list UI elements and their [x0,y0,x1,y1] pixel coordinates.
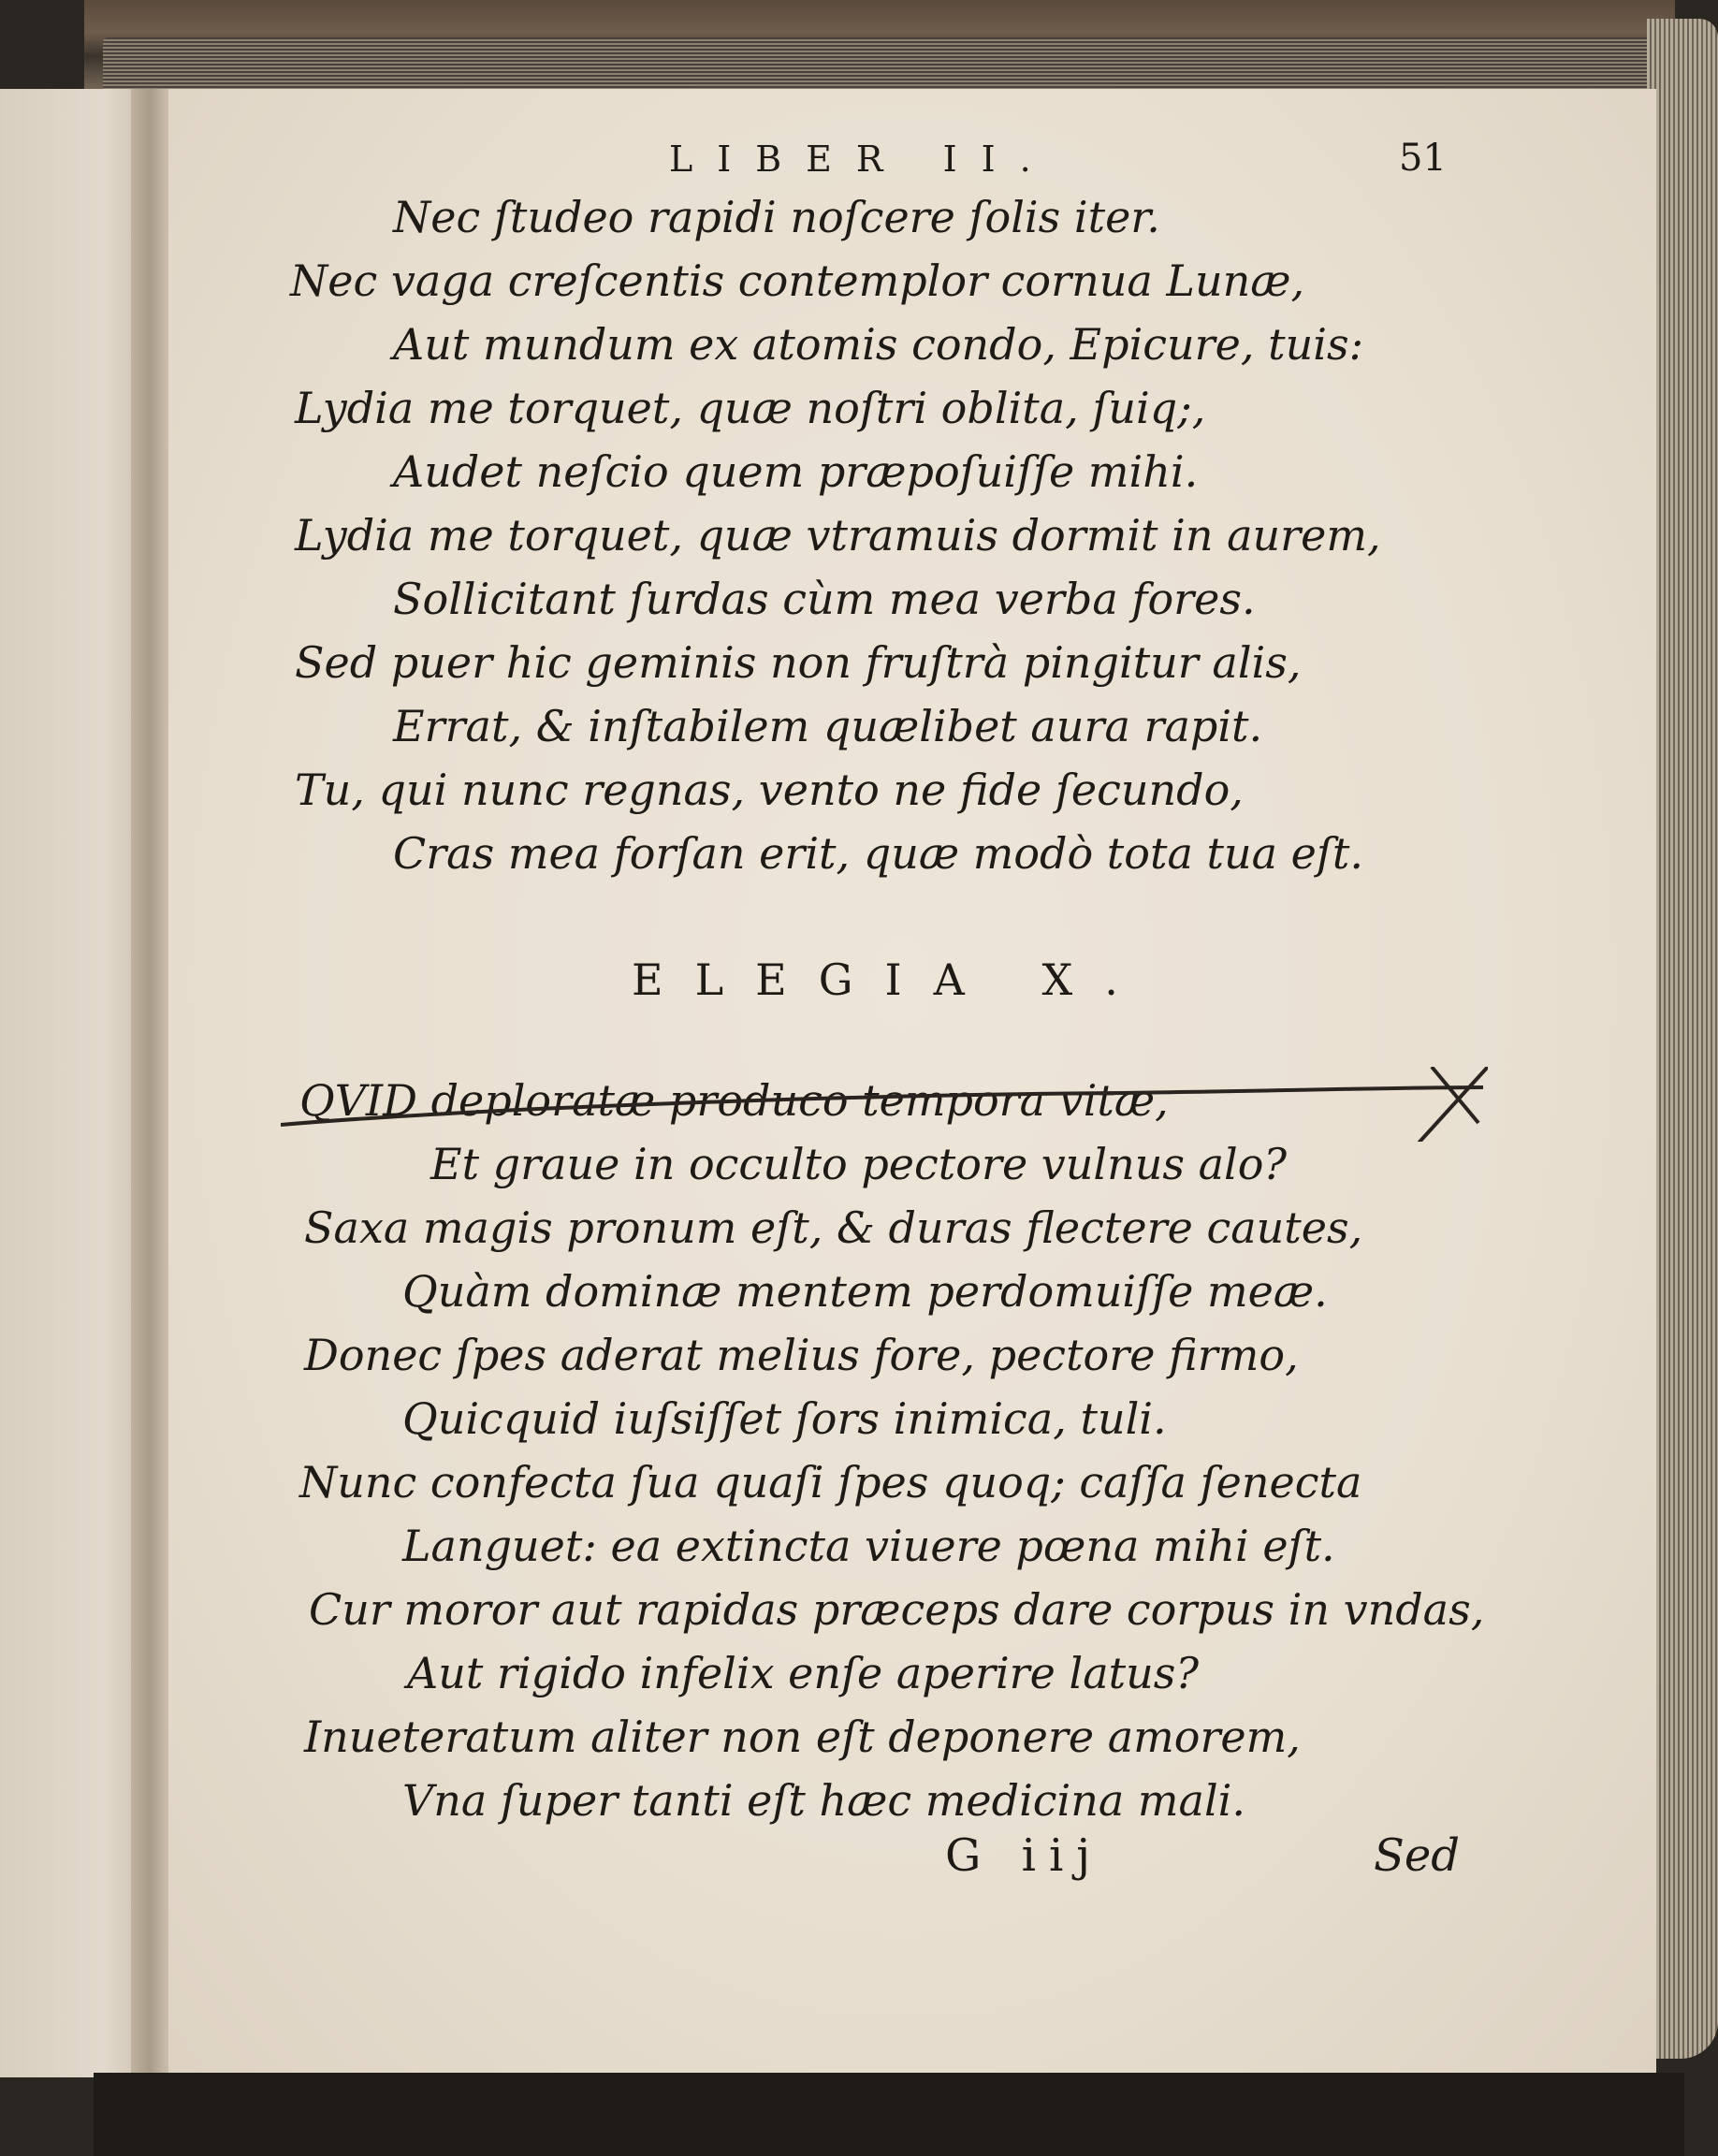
verse-line: Errat, & inſtabilem quælibet aura rapit. [393,701,1263,751]
signature-mark: G iij [945,1829,1104,1882]
verse-line: Inueteratum aliter non eſt deponere amorem, [304,1712,1301,1762]
verse-line: Et graue in occulto pectore vulnus alo? [430,1139,1288,1189]
verse-line: QVID deploratæ produco tempora vitæ, [299,1075,1169,1126]
verse-line: Nec ſtudeo rapidi noſcere ſolis iter. [393,192,1160,242]
verse-line: Aut mundum ex atomis condo, Epicure, tuis: [393,319,1364,370]
verse-line: Donec ſpes aderat melius fore, pectore firmo, [304,1330,1299,1380]
page-stack-edge [1647,19,1718,2059]
verse-line: Audet neſcio quem præpoſuiſſe mihi. [393,446,1199,497]
verse-line: Nunc confecta ſua quaſi ſpes quoq; caſſa ſenecta [299,1457,1362,1508]
book-gutter [131,89,168,2077]
left-page [0,89,150,2077]
verse-line: Aut rigido infelix enſe aperire latus? [407,1648,1200,1698]
verse-line: Saxa magis pronum eſt, & duras flectere cautes, [304,1202,1363,1253]
verse-line: Nec vaga creſcentis contemplor cornua Lunæ, [290,255,1305,306]
verse-line: Lydia me torquet, quæ noſtri oblita, ſuiq;, [295,383,1206,433]
catchword: Sed [1374,1829,1461,1882]
running-title: LIBER II. [669,138,1056,180]
verse-line: Tu, qui nunc regnas, vento ne fide ſecundo, [295,765,1244,815]
page-number: 51 [1399,137,1447,180]
verse-line: Quicquid iuſsiſſet ſors inimica, tuli. [402,1393,1167,1444]
page-block-top [103,37,1656,94]
strike-through-mark [281,1067,1488,1142]
verse-line: Languet: ea extincta viuere pœna mihi eſt. [402,1521,1335,1571]
verse-line: Quàm dominæ mentem perdomuiſſe meæ. [402,1266,1328,1317]
elegia-title: ELEGIA X. [632,954,1150,1005]
verse-line: Cras mea forſan erit, quæ modò tota tua eſt. [393,828,1364,879]
verse-line: Sed puer hic geminis non fruſtrà pingitur alis, [295,637,1302,688]
bottom-background [94,2073,1684,2156]
verse-line: Sollicitant ſurdas cùm mea verba fores. [393,574,1256,624]
verse-line: Vna ſuper tanti eſt hæc medicina mali. [402,1775,1246,1826]
verse-line: Cur moror aut rapidas præceps dare corpus in vndas, [309,1584,1485,1635]
verse-line: Lydia me torquet, quæ vtramuis dormit in aurem, [295,510,1381,561]
